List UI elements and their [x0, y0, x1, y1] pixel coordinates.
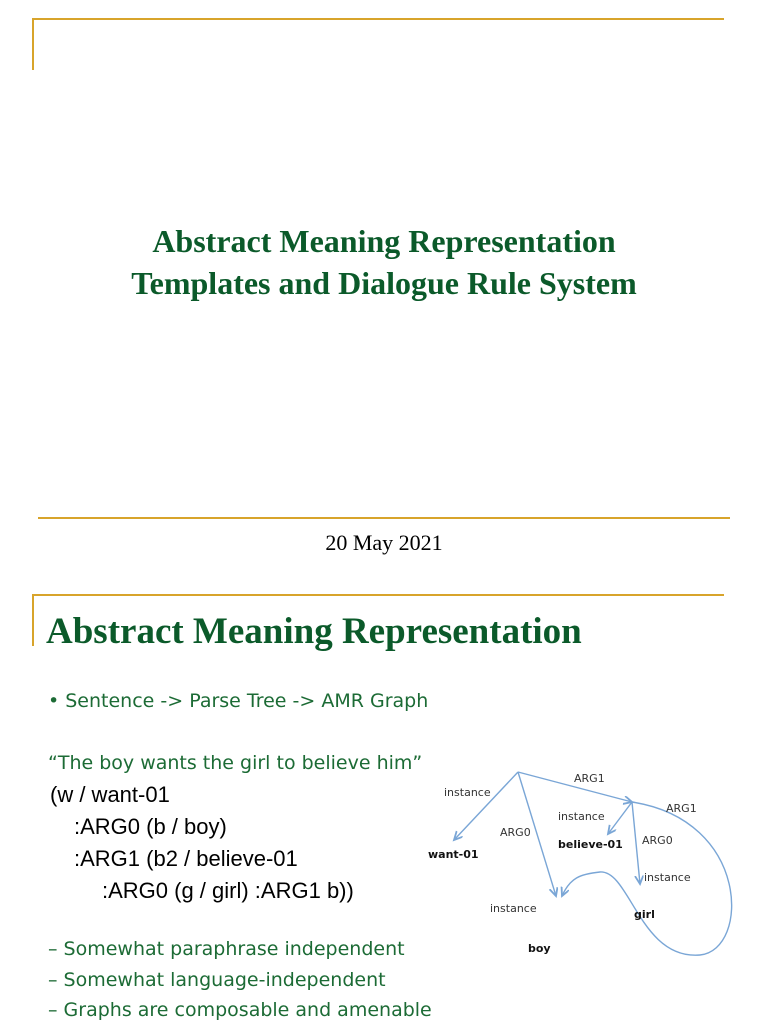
label-instance: instance	[444, 786, 491, 799]
title-line-2: Templates and Dialogue Rule System	[131, 265, 637, 301]
title-line-1: Abstract Meaning Representation	[152, 223, 616, 259]
example-sentence: “The boy wants the girl to believe him”	[48, 752, 423, 774]
label-instance: instance	[558, 810, 605, 823]
graph-edges	[454, 772, 732, 955]
amr-graph	[420, 760, 740, 970]
slide-title: Abstract Meaning Representation	[46, 611, 582, 652]
property-item: – Somewhat paraphrase independent	[48, 938, 405, 960]
edge-arg0-girl	[632, 802, 640, 884]
node-believe: believe-01	[558, 838, 623, 851]
label-arg0: ARG0	[500, 826, 531, 839]
property-item: – Somewhat language-independent	[48, 969, 386, 991]
label-arg0: ARG0	[642, 834, 673, 847]
slide-date: 20 May 2021	[325, 530, 443, 555]
edge-instance-believe	[608, 802, 632, 834]
left-rule	[32, 18, 34, 70]
amr-line: :ARG0 (b / boy)	[74, 814, 227, 839]
amr-line: :ARG1 (b2 / believe-01	[74, 846, 298, 871]
content-slide	[0, 580, 768, 1024]
amr-line: :ARG0 (g / girl) :ARG1 b))	[102, 878, 354, 903]
top-rule	[32, 594, 724, 596]
slide-title	[0, 220, 768, 304]
node-girl: girl	[634, 908, 655, 921]
node-want: want-01	[428, 848, 479, 861]
label-arg1: ARG1	[574, 772, 605, 785]
node-boy: boy	[528, 942, 551, 955]
date-rule	[38, 517, 730, 519]
amr-line: (w / want-01	[50, 782, 170, 807]
label-instance: instance	[490, 902, 537, 915]
property-item: – Graphs are composable and amenable	[48, 999, 432, 1021]
top-rule	[32, 18, 724, 20]
label-instance: instance	[644, 871, 691, 884]
bullet-item: • Sentence -> Parse Tree -> AMR Graph	[48, 690, 429, 712]
label-arg1: ARG1	[666, 802, 697, 815]
left-rule	[32, 594, 34, 646]
